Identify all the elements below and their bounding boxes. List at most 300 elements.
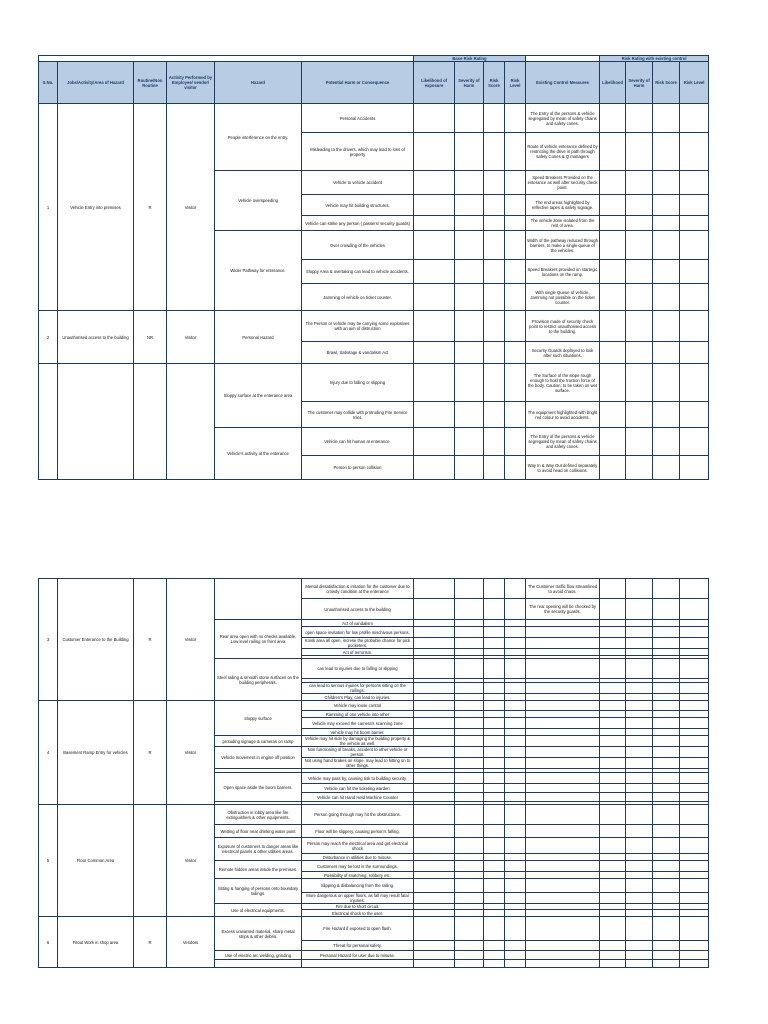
blank-cell — [414, 784, 455, 793]
blank-cell — [626, 311, 653, 342]
job-cell: Vehicle Entry into premises — [58, 104, 134, 311]
blank-cell — [600, 910, 626, 917]
blank-cell — [600, 872, 626, 879]
blank-cell — [414, 773, 455, 784]
blank-cell — [484, 736, 505, 747]
blank-cell — [526, 701, 600, 711]
blank-cell — [680, 758, 709, 769]
hazard-cell: Excess unwanted material, sharp metal strips & other debris. — [215, 917, 302, 951]
harm-cell: Vehicle may hit building structures. — [302, 195, 414, 216]
col-header: Likelihood of exposure — [414, 62, 455, 104]
blank-cell — [484, 599, 505, 620]
blank-cell — [414, 171, 455, 195]
harm-cell: The Person or vehicle may be carrying some explosives with an aim of distruction — [302, 311, 414, 342]
blank-cell — [526, 872, 600, 879]
harm-cell: Misleading to the drivers, which may lead to loss of property — [302, 133, 414, 171]
blank-cell — [505, 701, 526, 711]
sno-cell: 2 — [39, 311, 58, 364]
blank-cell — [484, 402, 505, 428]
blank-cell — [526, 784, 600, 793]
blank-cell — [484, 872, 505, 879]
blank-cell — [680, 231, 709, 260]
blank-cell — [414, 861, 455, 872]
blank-cell — [484, 854, 505, 861]
blank-cell — [505, 861, 526, 872]
blank-cell — [414, 683, 455, 694]
blank-cell — [653, 793, 680, 802]
harm-cell: can lead to injuries due to falling or slipping — [302, 659, 414, 679]
blank-cell — [505, 133, 526, 171]
blank-cell — [653, 260, 680, 284]
blank-cell — [626, 133, 653, 171]
blank-cell — [680, 736, 709, 747]
blank-cell — [680, 649, 709, 656]
blank-cell — [484, 649, 505, 656]
blank-cell — [626, 793, 653, 802]
blank-cell — [505, 825, 526, 838]
blank-cell — [526, 838, 600, 854]
blank-cell — [626, 231, 653, 260]
blank-cell — [600, 729, 626, 736]
blank-cell — [455, 579, 484, 599]
job-cell: Basement Ramp Entry for vehicles — [58, 701, 134, 805]
blank-cell — [626, 284, 653, 311]
blank-cell — [484, 879, 505, 893]
blank-cell — [484, 729, 505, 736]
blank-cell — [626, 718, 653, 729]
blank-cell — [526, 758, 600, 769]
blank-cell — [215, 579, 302, 620]
control-cell: Way In & Way Out defined separately to avoid head on collisions. — [526, 456, 600, 480]
blank-cell — [653, 758, 680, 769]
hazard-cell: Use of electrical equipments. — [215, 904, 302, 917]
blank-cell — [600, 216, 626, 231]
blank-cell — [414, 195, 455, 216]
blank-cell — [455, 773, 484, 784]
blank-cell — [680, 620, 709, 627]
blank-cell — [600, 620, 626, 627]
blank-cell — [600, 402, 626, 428]
blank-cell — [505, 620, 526, 627]
base-risk-rating-header: Base Risk Rating — [414, 56, 526, 62]
blank-cell — [505, 364, 526, 402]
blank-cell — [526, 861, 600, 872]
performer-cell: Visitor — [167, 701, 215, 805]
blank-cell — [600, 364, 626, 402]
blank-cell — [505, 683, 526, 694]
blank-cell — [680, 627, 709, 638]
harm-cell: Personal Accidents — [302, 104, 414, 133]
blank-cell — [680, 910, 709, 917]
blank-cell — [680, 579, 709, 599]
harm-cell: Koisk area all open, increse the probable chance for pick pocketers. — [302, 638, 414, 649]
blank-cell — [653, 231, 680, 260]
blank-cell — [505, 793, 526, 802]
blank-cell — [626, 627, 653, 638]
control-cell: Speed Breakers Provided on the enterance as well after security check point. — [526, 171, 600, 195]
harm-cell: Vehicle may loose control — [302, 701, 414, 711]
blank-cell — [455, 805, 484, 825]
blank-cell — [680, 893, 709, 904]
blank-cell — [455, 838, 484, 854]
blank-cell — [653, 638, 680, 649]
blank-cell — [680, 879, 709, 893]
control-cell: Provision made of security check point to restrict unauthorised access to the building. — [526, 311, 600, 342]
blank-cell — [653, 879, 680, 893]
blank-cell — [484, 342, 505, 364]
col-header: Severity of Harm — [626, 62, 653, 104]
blank-cell — [484, 456, 505, 480]
blank-cell — [455, 171, 484, 195]
blank-cell — [505, 659, 526, 679]
col-header: Risk Level — [505, 62, 526, 104]
blank-cell — [414, 694, 455, 701]
blank-cell — [526, 941, 600, 951]
blank-cell — [626, 599, 653, 620]
blank-cell — [505, 736, 526, 747]
blank-cell — [505, 599, 526, 620]
harm-cell: Vehicle can hit human at enterance. — [302, 428, 414, 456]
blank-cell — [134, 364, 167, 480]
blank-cell — [484, 773, 505, 784]
blank-cell — [680, 917, 709, 941]
blank-cell — [414, 854, 455, 861]
blank-cell — [600, 683, 626, 694]
blank-cell — [626, 104, 653, 133]
blank-cell — [484, 917, 505, 941]
blank-cell — [526, 917, 600, 941]
col-header: S.No. — [39, 62, 58, 104]
blank-cell — [626, 659, 653, 679]
performer-cell: Visitor — [167, 104, 215, 311]
hazard-cell: Use of electric arc welding, grinding — [215, 951, 302, 960]
blank-cell — [414, 917, 455, 941]
blank-cell — [626, 216, 653, 231]
blank-cell — [653, 171, 680, 195]
blank-cell — [526, 854, 600, 861]
control-cell: Security Guards deployed to look after such situations. — [526, 342, 600, 364]
blank-cell — [505, 960, 526, 968]
blank-cell — [505, 638, 526, 649]
blank-cell — [505, 893, 526, 904]
col-header: Activity Performed by Employee/ vendor/ visitor — [167, 62, 215, 104]
harm-cell: can lead to serious injuries for persons sitting on the railings. — [302, 683, 414, 694]
blank-cell — [484, 747, 505, 758]
blank-cell — [484, 428, 505, 456]
blank-cell — [455, 456, 484, 480]
blank-cell — [455, 879, 484, 893]
job-cell: Customer Enterance to the Building — [58, 579, 134, 701]
blank-cell — [680, 260, 709, 284]
blank-cell — [414, 627, 455, 638]
blank-cell — [600, 428, 626, 456]
hazard-cell: Steel railing & smooth stone surfaces on the building peripherals. — [215, 659, 302, 701]
blank-cell — [680, 784, 709, 793]
blank-cell — [653, 872, 680, 879]
blank-cell — [680, 805, 709, 825]
blank-cell — [39, 364, 58, 480]
harm-cell: Possibility of snatching, robbery etc. — [302, 872, 414, 879]
blank-cell — [484, 216, 505, 231]
hazard-cell: Exposure of customers to danger areas like electrical panels & other utilities areas. — [215, 838, 302, 861]
blank-cell — [653, 910, 680, 917]
harm-cell: Jamming of vehicle on ticket counter. — [302, 284, 414, 311]
blank-cell — [455, 736, 484, 747]
blank-cell — [600, 599, 626, 620]
blank-cell — [600, 736, 626, 747]
sno-cell: 6 — [39, 917, 58, 968]
blank-cell — [626, 960, 653, 968]
blank-cell — [600, 805, 626, 825]
blank-cell — [680, 428, 709, 456]
routine-cell: R — [134, 701, 167, 805]
hazard-cell: Rear area open with no checks available, Low level railing on front area — [215, 620, 302, 659]
risk-table-page-1 — [38, 55, 709, 480]
control-cell: Width of the pathway reduced through barriers, to make a single queue of the vehicles. — [526, 231, 600, 260]
blank-cell — [600, 793, 626, 802]
blank-cell — [600, 854, 626, 861]
blank-cell — [484, 260, 505, 284]
blank-cell — [505, 649, 526, 656]
blank-cell — [626, 579, 653, 599]
blank-cell — [600, 659, 626, 679]
blank-cell — [600, 342, 626, 364]
blank-cell — [653, 683, 680, 694]
blank-cell — [626, 456, 653, 480]
blank-cell — [167, 364, 215, 480]
blank-cell — [680, 711, 709, 718]
blank-cell — [626, 917, 653, 941]
control-cell: The Entry of the persons & vehicle segregated by mean of safety chains and safety cones. — [526, 104, 600, 133]
blank-cell — [653, 195, 680, 216]
blank-cell — [680, 793, 709, 802]
blank-cell — [455, 659, 484, 679]
blank-cell — [526, 825, 600, 838]
job-cell: Floor Common Area — [58, 805, 134, 917]
blank-cell — [526, 736, 600, 747]
blank-cell — [600, 133, 626, 171]
blank-cell — [526, 694, 600, 701]
blank-cell — [455, 793, 484, 802]
blank-cell — [505, 805, 526, 825]
blank-cell — [600, 758, 626, 769]
blank-cell — [653, 694, 680, 701]
hazard-cell: Vehicle movement in engine off position — [215, 747, 302, 769]
blank-cell — [414, 825, 455, 838]
blank-cell — [484, 683, 505, 694]
blank-cell — [653, 736, 680, 747]
blank-cell — [600, 893, 626, 904]
blank-cell — [505, 627, 526, 638]
blank-cell — [600, 718, 626, 729]
blank-cell — [680, 456, 709, 480]
blank-cell — [600, 579, 626, 599]
routine-cell: NR — [134, 311, 167, 364]
blank-cell — [505, 917, 526, 941]
blank-cell — [600, 694, 626, 701]
blank-cell — [680, 133, 709, 171]
blank-cell — [680, 171, 709, 195]
blank-cell — [680, 195, 709, 216]
blank-cell — [626, 638, 653, 649]
blank-cell — [484, 694, 505, 701]
blank-cell — [653, 747, 680, 758]
blank-cell — [505, 941, 526, 951]
blank-cell — [505, 579, 526, 599]
blank-cell — [626, 872, 653, 879]
blank-cell — [626, 825, 653, 838]
blank-cell — [653, 133, 680, 171]
blank-cell — [680, 104, 709, 133]
routine-cell: R — [134, 104, 167, 311]
col-header: Risk Score — [484, 62, 505, 104]
blank-cell — [505, 879, 526, 893]
blank-cell — [484, 620, 505, 627]
blank-cell — [600, 747, 626, 758]
blank-cell — [600, 773, 626, 784]
routine-cell — [134, 805, 167, 917]
blank-cell — [505, 729, 526, 736]
blank-cell — [653, 784, 680, 793]
blank-cell — [680, 825, 709, 838]
blank-cell — [484, 838, 505, 854]
blank-cell — [653, 854, 680, 861]
harm-cell: Unauthorised access to the building — [302, 599, 414, 620]
blank-cell — [484, 793, 505, 802]
job-cell: Unauthorised access to the building — [58, 311, 134, 364]
control-cell: With single Queue of vehicle, Jamming not possible on the ticket counter. — [526, 284, 600, 311]
harm-cell: Vehicle can strike any person ( passers/ security guards) — [302, 216, 414, 231]
blank-cell — [505, 910, 526, 917]
blank-cell — [484, 784, 505, 793]
blank-cell — [414, 364, 455, 402]
hazard-cell: Wider Pathway for enterance. — [215, 231, 302, 311]
blank-cell — [653, 701, 680, 711]
blank-cell — [505, 758, 526, 769]
blank-cell — [600, 951, 626, 960]
blank-cell — [653, 216, 680, 231]
blank-cell — [600, 284, 626, 311]
harm-cell: Ramming of one vehicle into other — [302, 711, 414, 718]
blank-cell — [414, 711, 455, 718]
blank-cell — [414, 758, 455, 769]
blank-cell — [505, 773, 526, 784]
blank-cell — [653, 456, 680, 480]
blank-cell — [484, 133, 505, 171]
blank-cell — [680, 960, 709, 968]
risk-table-page-2 — [38, 578, 709, 968]
blank-cell — [653, 659, 680, 679]
blank-cell — [653, 941, 680, 951]
blank-cell — [414, 718, 455, 729]
blank-cell — [414, 649, 455, 656]
blank-cell — [414, 638, 455, 649]
blank-cell — [626, 694, 653, 701]
blank-cell — [414, 456, 455, 480]
blank-cell — [680, 747, 709, 758]
blank-cell — [484, 311, 505, 342]
blank-cell — [455, 747, 484, 758]
blank-cell — [653, 917, 680, 941]
control-cell: The end areas highlighted by reflective tapes & safety signage. — [526, 195, 600, 216]
blank-cell — [600, 231, 626, 260]
blank-cell — [626, 736, 653, 747]
blank-cell — [455, 861, 484, 872]
blank-cell — [680, 638, 709, 649]
col-header: Risk Level — [680, 62, 709, 104]
blank-cell — [455, 231, 484, 260]
harm-cell: Not using hand brakes on slope, may lead to hitting on to other things. — [302, 758, 414, 769]
blank-cell — [600, 941, 626, 951]
performer-cell: Visitor — [167, 311, 215, 364]
blank-cell — [484, 638, 505, 649]
col-header: Risk Score — [653, 62, 680, 104]
hazard-cell: Personal Hazard — [215, 311, 302, 364]
blank-cell — [484, 195, 505, 216]
blank-cell — [653, 402, 680, 428]
blank-cell — [526, 773, 600, 784]
blank-cell — [626, 342, 653, 364]
blank-cell — [680, 854, 709, 861]
blank-cell — [526, 627, 600, 638]
blank-cell — [600, 784, 626, 793]
blank-cell — [680, 718, 709, 729]
blank-cell — [414, 599, 455, 620]
harm-cell: Fire Hazard if exposed to open flash. — [302, 917, 414, 941]
blank-cell — [505, 838, 526, 854]
blank-cell — [680, 861, 709, 872]
blank-cell — [414, 216, 455, 231]
blank-cell — [626, 805, 653, 825]
blank-cell — [455, 711, 484, 718]
hazard-cell: Remote hidden areas inside the premises. — [215, 861, 302, 879]
blank-cell — [653, 805, 680, 825]
blank-cell — [526, 960, 600, 968]
blank-cell — [505, 311, 526, 342]
blank-cell — [414, 104, 455, 133]
blank-cell — [455, 342, 484, 364]
blank-cell — [455, 784, 484, 793]
blank-cell — [600, 861, 626, 872]
blank-cell — [680, 838, 709, 854]
blank-cell — [505, 231, 526, 260]
harm-cell: Fire due to short circuit. — [302, 904, 414, 910]
blank-cell — [680, 729, 709, 736]
blank-cell — [626, 838, 653, 854]
blank-cell — [455, 893, 484, 904]
blank-cell — [526, 711, 600, 718]
blank-cell — [626, 402, 653, 428]
blank-cell — [414, 620, 455, 627]
blank-cell — [526, 649, 600, 656]
blank-cell — [414, 838, 455, 854]
sno-cell: 5 — [39, 805, 58, 917]
blank-cell — [653, 342, 680, 364]
blank-cell — [414, 747, 455, 758]
sno-cell: 3 — [39, 579, 58, 701]
col-header: Hazard — [215, 62, 302, 104]
col-header: Potential Harm or Consequence — [302, 62, 414, 104]
blank-cell — [680, 694, 709, 701]
blank-cell — [680, 342, 709, 364]
blank-cell — [484, 711, 505, 718]
blank-cell — [455, 683, 484, 694]
blank-cell — [626, 784, 653, 793]
blank-cell — [653, 649, 680, 656]
blank-cell — [484, 659, 505, 679]
blank-cell — [626, 683, 653, 694]
sno-cell: 4 — [39, 701, 58, 805]
